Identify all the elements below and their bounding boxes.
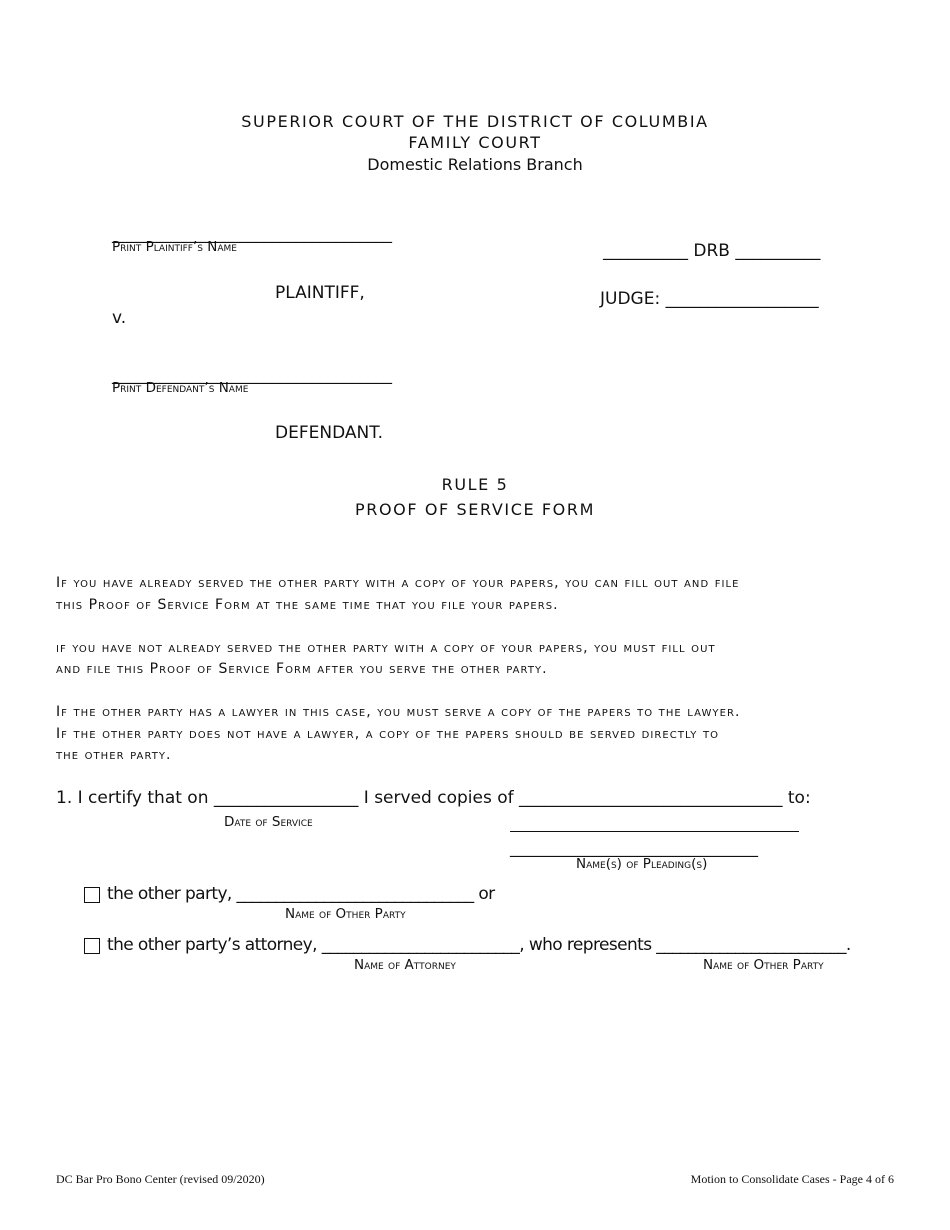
instruction-para2-line2: and file this Proof of Service Form after you serve the other party. <box>56 661 548 677</box>
instruction-para1-line1: If you have already served the other party with a copy of your papers, you can fill out and file <box>56 575 740 591</box>
defendant-name-label: Print Defendant’s Name <box>112 380 249 396</box>
attorney-name-label: Name of Attorney <box>354 957 456 973</box>
instruction-para3-line2: If the other party does not have a lawyer, a copy of the papers should be served directly to <box>56 726 720 742</box>
attorney-option[interactable]: the other party’s attorney, _________________________, who represents ________________________. <box>107 935 851 955</box>
rule-title: RULE 5 <box>441 475 509 494</box>
defendant-role: DEFENDANT. <box>275 423 383 443</box>
versus: v. <box>112 308 127 328</box>
plaintiff-name-blank[interactable]: ___________________________________ <box>112 224 392 243</box>
attorney-checkbox[interactable] <box>84 938 100 954</box>
instruction-para1-line2: this Proof of Service Form at the same time that you file your papers. <box>56 597 559 613</box>
instruction-para3-line3: the other party. <box>56 747 172 763</box>
pleading-label: Name(s) of Pleading(s) <box>576 856 708 872</box>
plaintiff-role: PLAINTIFF, <box>275 283 365 303</box>
form-title: PROOF OF SERVICE FORM <box>355 500 595 519</box>
other-party-name-label: Name of Other Party <box>285 906 406 922</box>
footer-left: DC Bar Pro Bono Center (revised 09/2020) <box>56 1172 265 1186</box>
instruction-para3-line1: If the other party has a lawyer in this case, you must serve a copy of the papers to the lawyer. <box>56 704 741 720</box>
instruction-para2-line1: if you have not already served the other party with a copy of your papers, you must fill out <box>56 640 716 656</box>
plaintiff-name-label: Print Plaintiff’s Name <box>112 239 237 255</box>
case-number-field[interactable]: __________ DRB __________ <box>603 241 821 261</box>
other-party-checkbox[interactable] <box>84 887 100 903</box>
certification-statement[interactable]: 1. I certify that on _________________ I served copies of _______________________________ to: <box>56 788 811 808</box>
pleading-blank-line[interactable] <box>510 831 799 832</box>
represented-party-label: Name of Other Party <box>703 957 824 973</box>
defendant-name-blank[interactable]: ___________________________________ <box>112 365 392 384</box>
judge-field[interactable]: JUDGE: __________________ <box>600 289 819 309</box>
court-branch: Domestic Relations Branch <box>367 155 583 174</box>
other-party-option[interactable]: the other party, ______________________________ or <box>107 884 495 904</box>
footer-right: Motion to Consolidate Cases - Page 4 of 6 <box>690 1172 894 1186</box>
court-name: SUPERIOR COURT OF THE DISTRICT OF COLUMBIA <box>241 112 709 131</box>
court-division: FAMILY COURT <box>408 133 542 152</box>
date-of-service-label: Date of Service <box>224 814 313 830</box>
pleading-blank[interactable]: _______________________________ <box>510 838 758 857</box>
